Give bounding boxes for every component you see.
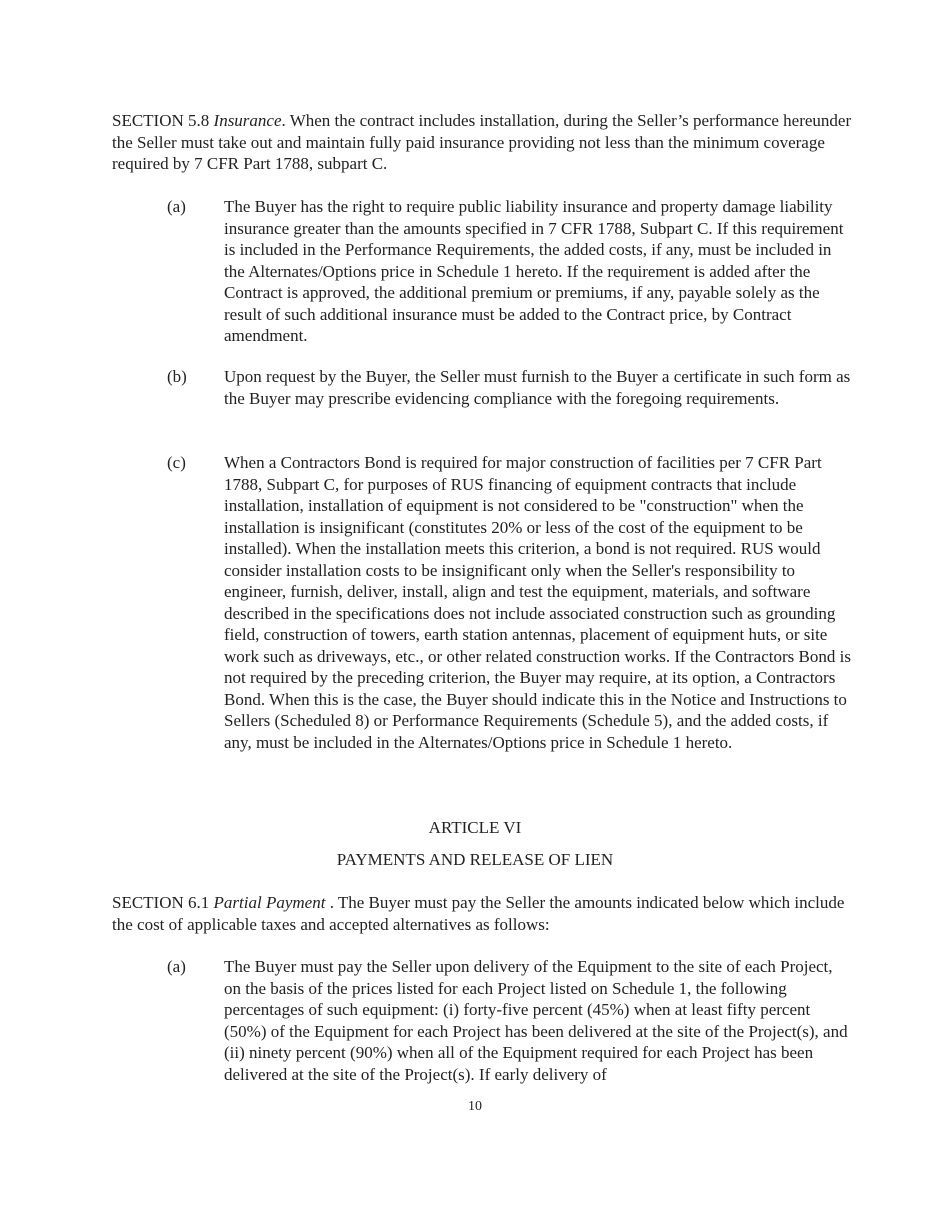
section-6-1-heading: SECTION 6.1 [112,893,210,912]
section-6-1-title: Partial Payment [213,893,326,912]
section-5-8-paragraph [112,110,852,175]
item-label: (a) [167,957,186,976]
article-title: PAYMENTS AND RELEASE OF LIEN [336,850,614,869]
section-5-8-heading: SECTION 5.8 [112,111,210,130]
section-6-1-paragraph [112,892,852,935]
item-label: (a) [167,197,186,216]
section-6-1-text: . The Buyer must pay the Seller the amounts indicated below which include the cost of applicable taxes and accepted alternatives as follows: [112,893,845,934]
insurance-item-a [167,196,852,347]
insurance-item-c [167,452,852,753]
item-label: (c) [167,453,186,472]
item-text: Upon request by the Buyer, the Seller must furnish to the Buyer a certificate in such form as the Buyer may prescribe evidencing compliance with the foregoing requirements. [224,367,851,408]
item-text: The Buyer must pay the Seller upon delivery of the Equipment to the site of each Project, on the basis of the prices listed for each Project listed on Schedule 1, the following percentages of such equipment: (i) forty-five percent (45%) when at least fifty percent (50%) of the Equipment for each Project has been delivered at the site of the Project(s), and (ii) ninety percent (90%) when all of the Equipment required for each Project has been delivered at the site of the Project(s). If early delivery of [224,957,848,1084]
section-5-8-text: . When the contract includes installation, during the Seller’s performance hereunder the Seller must take out and maintain fully paid insurance providing not less than the minimum coverage required by 7 CFR Part 1788, subpart C. [112,111,852,173]
article-number: ARTICLE VI [428,818,522,837]
insurance-item-b [167,366,852,409]
item-text: When a Contractors Bond is required for major construction of facilities per 7 CFR Part 1788, Subpart C, for purposes of RUS financing of equipment contracts that include installation, installation of equipment is not considered to be "construction" when the installation is insignificant (constitutes 20% or less of the cost of the equipment to be installed). When the installation meets this criterion, a bond is not required. RUS would consider installation costs to be insignificant only when the Seller's responsibility to engineer, furnish, deliver, install, align and test the equipment, materials, and software described in the specifications does not include associated construction such as grounding field, construction of towers, earth station antennas, placement of equipment huts, or site work such as driveways, etc., or other related construction works. If the Contractors Bond is not required by the preceding criterion, the Buyer may require, at its option, a Contractors Bond. When this is the case, the Buyer should indicate this in the Notice and Instructions to Sellers (Scheduled 8) or Performance Requirements (Schedule 5), and the added costs, if any, must be included in the Alternates/Options price in Schedule 1 hereto. [224,453,851,752]
item-label: (b) [167,367,187,386]
payment-item-a [167,956,852,1085]
item-text: The Buyer has the right to require public liability insurance and property damage liability insurance greater than the amounts specified in 7 CFR 1788, Subpart C. If this requirement is included in the Performance Requirements, the added costs, if any, must be included in the Alternates/Options price in Schedule 1 hereto. If the requirement is added after the Contract is approved, the additional premium or premiums, if any, payable solely as the result of such additional insurance must be added to the Contract price, by Contract amendment. [224,197,844,345]
page-number: 10 [468,1099,482,1114]
section-5-8-title: Insurance [213,111,282,130]
